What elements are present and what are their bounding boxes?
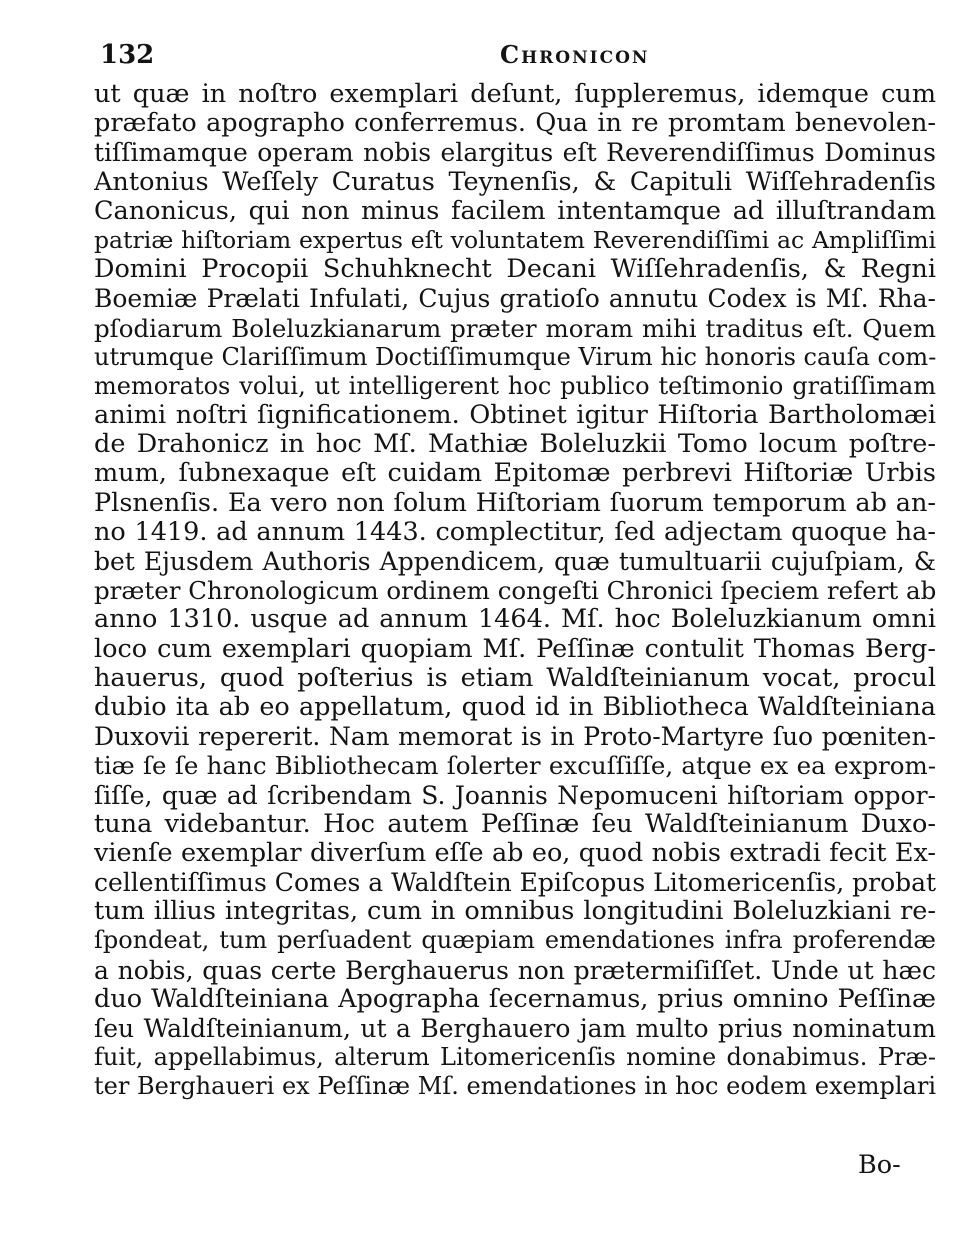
text-line: cellentiſſimus Comes a Waldſtein Epiſcopus Litomericenſis, probat — [94, 868, 936, 898]
text-line: no 1419. ad annum 1443. complectitur, ſed adjectam quoque ha- — [94, 517, 936, 547]
text-line: duo Waldſteiniana Apographa ſecernamus, prius omnino Peſſinæ — [94, 984, 936, 1014]
text-line: tum illius integritas, cum in omnibus longitudini Boleluzkiani re- — [94, 897, 936, 927]
page-header — [100, 36, 930, 80]
text-line: ſiſſe, quæ ad ſcribendam S. Joannis Nepomuceni hiſtoriam oppor- — [94, 780, 936, 810]
text-line: hauerus, quod poſterius is etiam Waldſteinianum vocat, procul — [94, 663, 936, 693]
text-line: præter Chronologicum ordinem congeſti Chronici ſpeciem refert ab — [94, 576, 936, 606]
text-line: tuna videbantur. Hoc autem Peſſinæ ſeu Waldſteinianum Duxo- — [94, 809, 936, 839]
text-line: tiæ ſe ſe hanc Bibliothecam ſolerter excuſſiſſe, atque ex ea exprom- — [94, 751, 936, 781]
text-line: Domini Procopii Schuhknecht Decani Wiſſehradenſis, & Regni — [94, 255, 936, 285]
running-head: Chronicon — [500, 40, 650, 69]
body-text — [94, 80, 936, 1102]
text-line: Canonicus, qui non minus facilem intentamque ad illuſtrandam — [94, 196, 936, 226]
text-line: ter Berghaueri ex Peſſinæ Mſ. emendationes in hoc eodem exemplari — [94, 1072, 936, 1101]
text-line: ſpondeat, tum perſuadent quæpiam emendationes infra proferendæ — [94, 926, 936, 955]
text-line: Antonius Weſſely Curatus Teynenſis, & Capituli Wiſſehradenſis — [94, 167, 936, 197]
text-line: ſeu Waldſteinianum, ut a Berghauero jam multo prius nominatum — [94, 1014, 936, 1043]
text-line: præfato apographo conferremus. Qua in re promtam benevolen- — [94, 109, 936, 139]
text-line: dubio ita ab eo appellatum, quod id in Bibliotheca Waldſteiniana — [94, 692, 936, 722]
text-line: de Drahonicz in hoc Mſ. Mathiæ Boleluzkii Tomo locum poſtre- — [94, 430, 936, 460]
text-line: fuit, appellabimus, alterum Litomericenſis nomine donabimus. Præ- — [94, 1043, 936, 1072]
text-line: ut quæ in noſtro exemplari deſunt, ſuppleremus, idemque cum — [94, 80, 936, 109]
text-line: bet Ejusdem Authoris Appendicem, quæ tumultuarii cujuſpiam, & — [94, 547, 936, 576]
text-line: vienſe exemplar diverſum eſſe ab eo, quod nobis extradi fecit Ex- — [94, 838, 936, 868]
text-line: utrumque Clariſſimum Doctiſſimumque Virum hic honoris cauſa com- — [94, 342, 936, 371]
text-line: Boemiæ Prælati Infulati, Cujus gratioſo annutu Codex is Mſ. Rha- — [94, 284, 936, 314]
text-line: a nobis, quas certe Berghauerus non prætermiſiſſet. Unde ut hæc — [94, 955, 936, 985]
text-line: anno 1310. usque ad annum 1464. Mſ. hoc Boleluzkianum omni — [94, 605, 936, 635]
text-line: animi noſtri ſignificationem. Obtinet igitur Hiſtoria Bartholomæi — [94, 401, 936, 431]
text-line: patriæ hiſtoriam expertus eſt voluntatem Reverendiſſimi ac Ampliſſimi — [94, 225, 936, 254]
text-line: Plsnenſis. Ea vero non ſolum Hiſtoriam ſuorum temporum ab an- — [94, 488, 936, 518]
text-line: loco cum exemplari quopiam Mſ. Peſſinæ contulit Thomas Berg- — [94, 634, 936, 664]
page-number: 132 — [100, 40, 155, 70]
text-line: Duxovii repererit. Nam memorat is in Proto-Martyre ſuo pœniten- — [94, 722, 936, 752]
catchword: Bo- — [858, 1150, 901, 1180]
text-line: memoratos volui, ut intelligerent hoc publico teſtimonio gratiſſimam — [94, 371, 936, 400]
text-line: tiſſimamque operam nobis elargitus eſt Reverendiſſimus Dominus — [94, 138, 936, 168]
text-line: mum, ſubnexaque eſt cuidam Epitomæ perbrevi Hiſtoriæ Urbis — [94, 459, 936, 489]
text-line: pſodiarum Boleluzkianarum præter moram mihi traditus eſt. Quem — [94, 313, 936, 343]
